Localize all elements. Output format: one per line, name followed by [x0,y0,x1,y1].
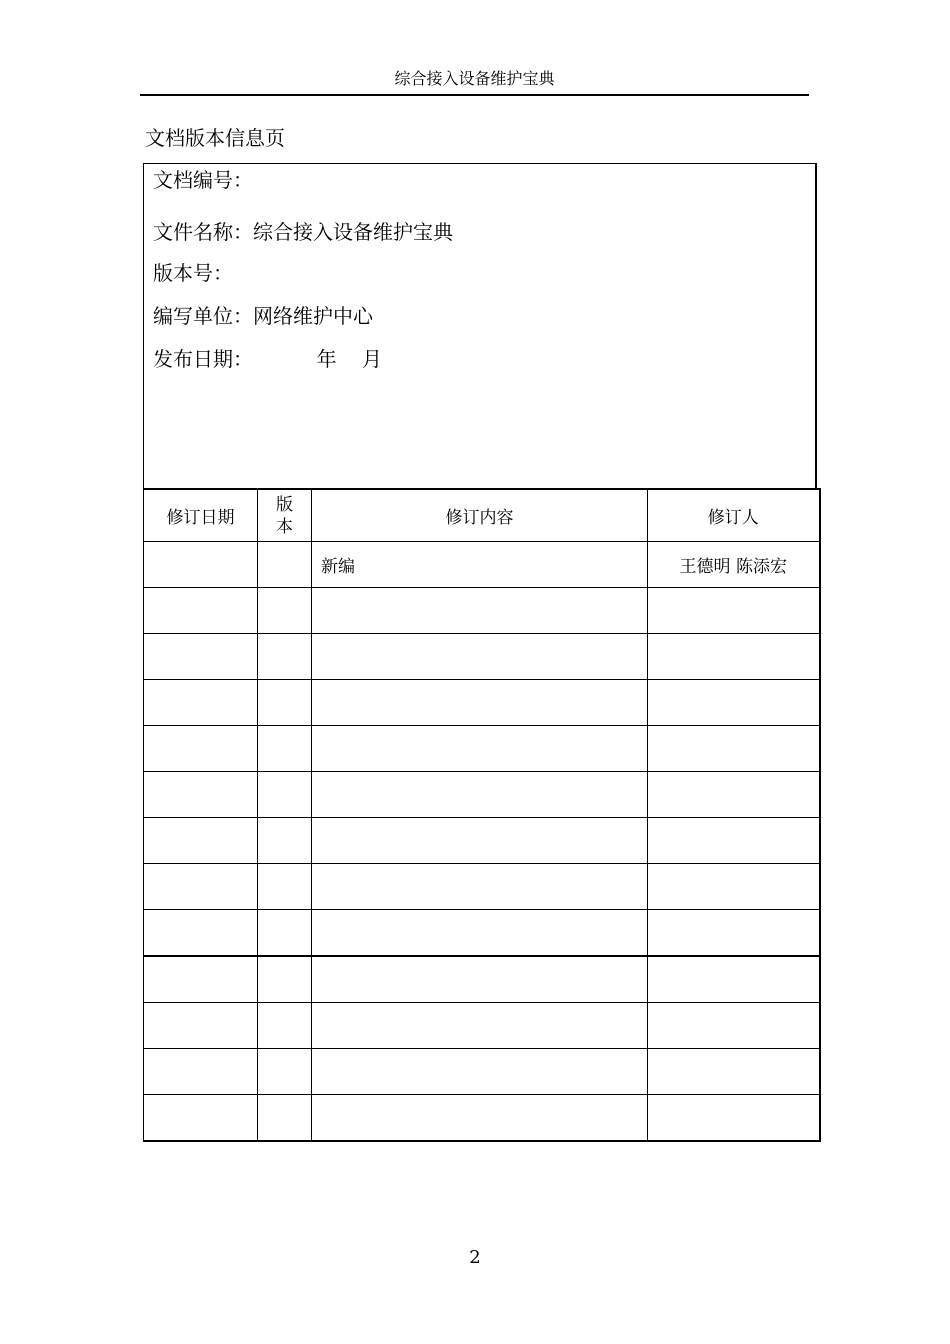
doc-number-line: 文档编号： [153,168,253,192]
cell-date [144,1003,258,1049]
revision-table-header-row [144,489,820,542]
author-unit-line: 编写单位：网络维护中心 [153,304,373,328]
table-row [144,1003,820,1049]
cell-date [144,956,258,1003]
cell-content [312,864,648,910]
cell-content [312,910,648,957]
cell-version [258,864,312,910]
header-revision-content: 修订内容 [312,489,648,542]
cell-version [258,680,312,726]
cell-date [144,864,258,910]
cell-reviser [648,1049,820,1095]
header-divider [140,94,809,96]
cell-date [144,680,258,726]
cell-date [144,772,258,818]
cell-version [258,956,312,1003]
header-version-line1: 版 [276,494,293,515]
cell-reviser: 王德明 陈添宏 [648,542,820,588]
table-row [144,956,820,1003]
header-version-line2: 本 [276,516,293,537]
cell-reviser [648,1003,820,1049]
cell-content [312,634,648,680]
cell-version [258,726,312,772]
cell-version [258,1095,312,1142]
cell-content: 新编 [312,542,648,588]
cell-version [258,772,312,818]
cell-version [258,588,312,634]
cell-content [312,772,648,818]
revision-table [143,488,821,1142]
table-row [144,910,820,957]
running-header-title: 综合接入设备维护宝典 [394,69,555,88]
cell-reviser [648,588,820,634]
table-row [144,726,820,772]
cell-reviser [648,864,820,910]
section-title: 文档版本信息页 [145,126,285,150]
table-row [144,772,820,818]
cell-version [258,634,312,680]
cell-date [144,634,258,680]
cell-content [312,1003,648,1049]
cell-content [312,956,648,1003]
table-row [144,818,820,864]
table-row [144,680,820,726]
table-row [144,542,820,588]
table-row [144,588,820,634]
header-revision-date: 修订日期 [144,489,258,542]
cell-date [144,910,258,957]
cell-date [144,1095,258,1142]
cell-content [312,818,648,864]
cell-content [312,1095,648,1142]
cell-content [312,1049,648,1095]
table-row [144,634,820,680]
cell-date [144,818,258,864]
cell-version [258,1003,312,1049]
document-info-box [143,163,817,489]
cell-reviser [648,726,820,772]
cell-reviser [648,818,820,864]
page-number: 2 [469,1247,481,1268]
release-date-line: 发布日期： 年 月 [153,347,383,371]
header-version [258,489,312,542]
cell-version [258,1049,312,1095]
cell-date [144,1049,258,1095]
cell-date [144,726,258,772]
cell-reviser [648,634,820,680]
cell-reviser [648,680,820,726]
cell-content [312,680,648,726]
cell-reviser [648,1095,820,1142]
table-row [144,1049,820,1095]
table-row [144,864,820,910]
version-number-line: 版本号： [153,261,233,285]
cell-date [144,588,258,634]
cell-date [144,542,258,588]
cell-version [258,910,312,957]
file-name-line: 文件名称：综合接入设备维护宝典 [153,220,453,244]
cell-reviser [648,772,820,818]
cell-version [258,542,312,588]
header-reviser: 修订人 [648,489,820,542]
cell-reviser [648,956,820,1003]
cell-content [312,726,648,772]
cell-content [312,588,648,634]
cell-reviser [648,910,820,957]
cell-version [258,818,312,864]
table-row [144,1095,820,1142]
